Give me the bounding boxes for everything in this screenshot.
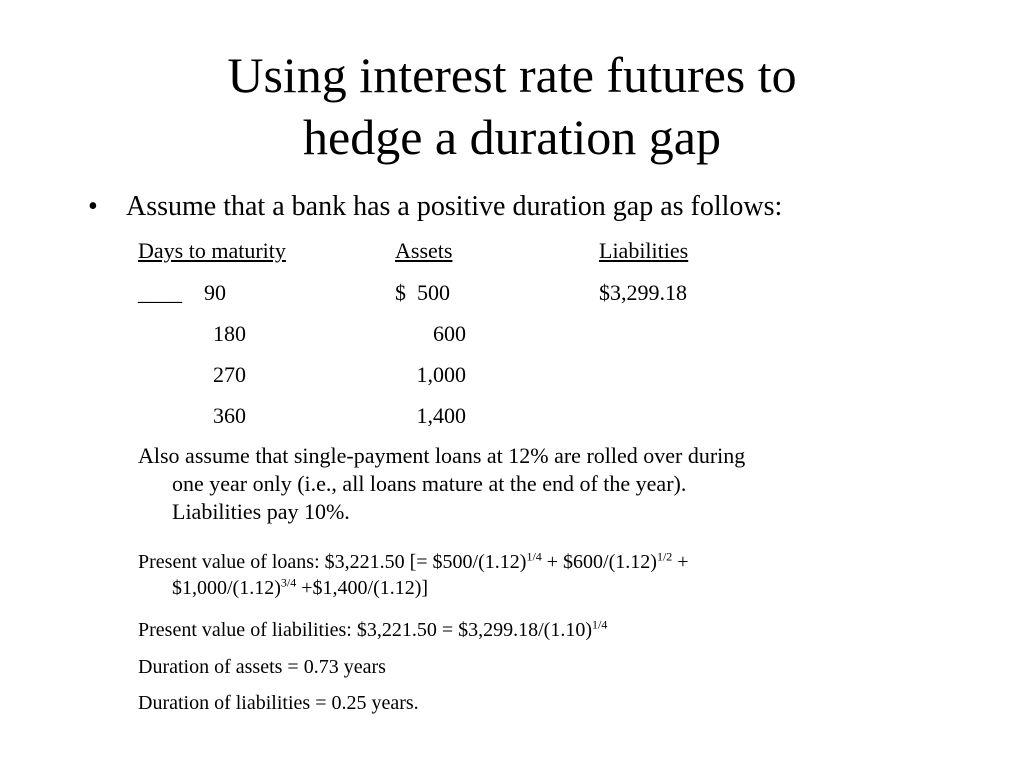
bullet-icon: • <box>88 191 98 222</box>
row-1-assets: $ 500 <box>395 280 450 305</box>
assumption-line-3: Liabilities pay 10%. <box>172 499 350 524</box>
assumption-line-2: one year only (i.e., all loans mature at the end of the year). <box>172 471 687 496</box>
slide-title-line-1: Using interest rate futures to <box>227 47 797 103</box>
header-assets: Assets <box>395 238 453 263</box>
pv-liabilities-exp: 1/4 <box>592 617 608 632</box>
pv-liabilities-paragraph <box>138 617 607 643</box>
bullet-text: Assume that a bank has a positive duration gap as follows: <box>126 191 783 222</box>
pv-loans-text-a: Present value of loans: $3,221.50 [= $500/(1.12) <box>138 551 527 573</box>
row-4-assets: 1,400 <box>416 403 466 428</box>
row-3-days: 270 <box>213 362 246 387</box>
pv-loans-exp-3: 3/4 <box>280 575 297 590</box>
row-1-liabilities: $3,299.18 <box>599 280 687 305</box>
bullet-item <box>88 190 782 224</box>
pv-loans-paragraph <box>138 549 689 601</box>
header-liabilities: Liabilities <box>599 238 689 263</box>
pv-loans-text-c: + <box>672 551 689 573</box>
duration-liabilities: Duration of liabilities = 0.25 years. <box>138 692 419 714</box>
pv-loans-text-b: + $600/(1.12) <box>541 551 657 573</box>
slide-title <box>0 44 1024 168</box>
pv-loans-text-d: $1,000/(1.12) <box>172 577 281 599</box>
duration-assets: Duration of assets = 0.73 years <box>138 656 386 678</box>
pv-liabilities-text: Present value of liabilities: $3,221.50 = $3,299.18/(1.10) <box>138 619 592 641</box>
header-days: Days to maturity <box>138 238 286 263</box>
row-2-assets: 600 <box>433 321 466 346</box>
assumption-paragraph <box>138 442 745 526</box>
pv-loans-exp-1: 1/4 <box>526 549 542 564</box>
row-3-assets: 1,000 <box>416 362 466 387</box>
assumption-line-1: Also assume that single-payment loans at 12% are rolled over during <box>138 443 746 468</box>
pv-loans-exp-2: 1/2 <box>656 549 673 564</box>
row-4-days: 360 <box>213 403 246 428</box>
slide-title-line-2: hedge a duration gap <box>303 109 721 165</box>
row-2-days: 180 <box>213 321 246 346</box>
pv-loans-text-e: +$1,400/(1.12)] <box>296 577 429 599</box>
row-1-days: ____ 90 <box>138 280 226 305</box>
